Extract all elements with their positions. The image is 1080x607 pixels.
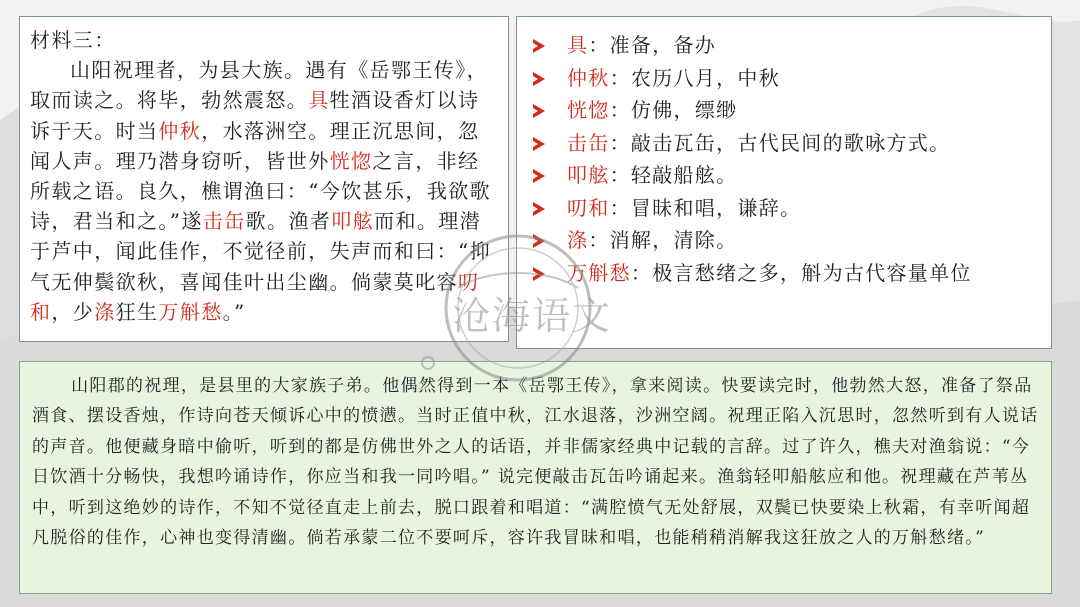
source-text-segment: 歌。渔者: [245, 209, 332, 234]
glossary-term: 万斛愁: [567, 260, 631, 285]
arrow-bullet-icon: [533, 104, 545, 118]
source-text-segment: 之言，非经所载之语。良久，樵谓渔曰：“今饮甚乐，我欲歌诗，君当和之。”遂: [30, 148, 492, 234]
glossary-meaning: ：消解，清除。: [588, 228, 738, 252]
glossary-term: 击缶: [567, 130, 610, 155]
arrow-bullet-icon: [533, 267, 545, 281]
source-text-panel: [19, 16, 509, 342]
glossary-item: [529, 224, 1043, 257]
glossary-term: 叩舷: [567, 163, 610, 187]
source-text-segment: ，水落洲空。理正沉思间，忽闻人声。理乃潜身窃听，皆世外: [30, 118, 480, 173]
glossary-meaning: ：仿佛，缥缈: [609, 98, 738, 122]
highlighted-term: 叩舷: [331, 209, 375, 234]
source-text-segment: 牲酒设香灯以诗诉于天。时当: [30, 88, 480, 143]
highlighted-term: 涤: [94, 299, 116, 324]
arrow-bullet-icon: [533, 234, 545, 248]
highlighted-term: 仲秋: [158, 118, 202, 143]
watermark-text: 沧海语文: [452, 294, 613, 338]
glossary-item: [529, 62, 1043, 95]
highlighted-term: 具: [308, 88, 330, 113]
glossary-panel: [516, 16, 1052, 349]
source-heading: 材料三：: [30, 28, 116, 52]
source-body: [30, 55, 498, 327]
glossary-item: [529, 159, 1043, 192]
glossary-meaning: ：极言愁绪之多，斛为古代容量单位: [630, 260, 972, 285]
source-text: [30, 25, 498, 327]
glossary-meaning: ：轻敲船舷。: [609, 163, 738, 187]
glossary-item: [529, 257, 1043, 290]
arrow-bullet-icon: [533, 137, 545, 151]
translation-panel: [19, 361, 1052, 594]
highlighted-term: 叨和: [30, 269, 480, 324]
source-text-segment: 狂生: [115, 299, 159, 324]
glossary-meaning: ：准备，备办: [588, 33, 717, 57]
highlighted-term: 万斛愁: [158, 299, 223, 324]
glossary-item: [529, 29, 1043, 62]
arrow-bullet-icon: [533, 202, 545, 216]
highlighted-term: 击缶: [202, 209, 246, 234]
glossary-term: 仲秋: [567, 65, 610, 90]
translation-text: 山阳郡的祝理，是县里的大家族子弟。他偶然得到一本《岳鄂王传》，拿来阅读。快要读完时，他勃然大怒，准备了祭品酒食、摆设香烛，作诗向苍天倾诉心中的愤懑。当时正值中秋，江水退落，沙洲空阔。祝理正陷入沉思时，忽然听到有人说话的声音。他便藏身暗中偷听，听到的都是仿佛世外之人的话语，并非儒家经典中记载的言辞。过了许久，樵夫对渔翁说：“今日饮酒十分畅快，我想吟诵诗作，你应当和我一同吟唱。” 说完便敲击瓦缶吟诵起来。渔翁轻叩船舷应和他。祝理藏在芦苇丛中，听到这绝妙的诗作，不知不觉径直走上前去，脱口跟着和唱道：“满腔愤气无处舒展，双鬓已快要染上秋霜，有幸听闻超凡脱俗的佳作，心神也变得清幽。倘若承蒙二位不要呵斥，容许我冒昧和唱，也能稍稍消解我这狂放之人的万斛愁绪。”: [32, 376, 1039, 549]
source-text-segment: 。”: [222, 299, 246, 324]
source-text-segment: ，少: [51, 299, 95, 324]
arrow-bullet-icon: [533, 39, 545, 53]
glossary-term: 具: [567, 33, 589, 57]
glossary-term: 叨和: [567, 195, 610, 220]
glossary-item: [529, 94, 1043, 127]
glossary-meaning: ：农历八月，中秋: [609, 65, 781, 90]
source-text-segment: 而和。理潜于芦中，闻此佳作，不觉径前，失声而和曰：“抑气无伸鬓欲秋，喜闻佳叶出尘幽。倘蒙莫叱容: [30, 209, 492, 294]
glossary-term: 恍惚: [567, 98, 610, 122]
arrow-bullet-icon: [533, 72, 545, 86]
glossary-item: [529, 192, 1043, 225]
highlighted-term: 恍惚: [329, 148, 373, 173]
glossary-meaning: ：敲击瓦缶，古代民间的歌咏方式。: [609, 130, 951, 155]
glossary-term: 涤: [567, 228, 589, 252]
glossary-list: [529, 29, 1043, 289]
arrow-bullet-icon: [533, 169, 545, 183]
glossary-meaning: ：冒昧和唱，谦辞。: [609, 195, 802, 220]
glossary-item: [529, 127, 1043, 160]
source-text-segment: 山阳祝理者，为县大族。遇有《岳鄂王传》，取而读之。将毕，勃然震怒。: [30, 58, 488, 113]
